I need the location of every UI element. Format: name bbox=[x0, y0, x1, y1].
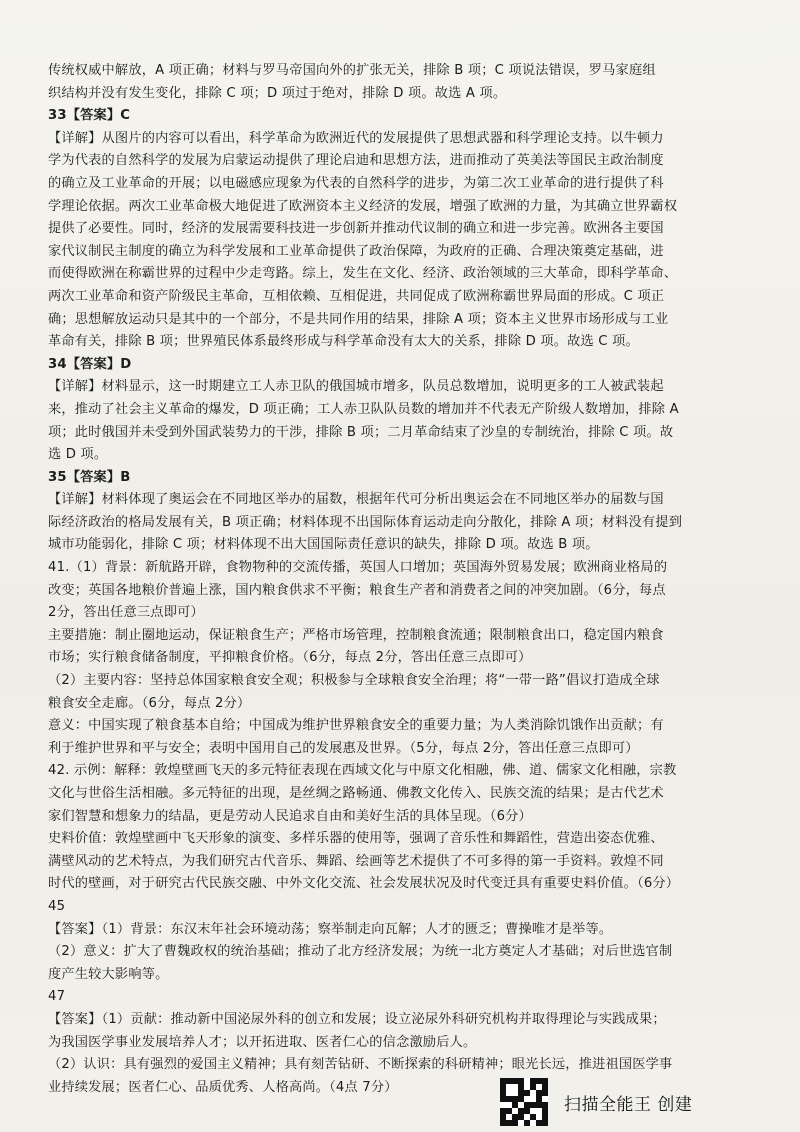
text-line: 学理论依据。两次工业革命极大地促进了欧洲资本主义经济的发展，增强了欧洲的力量，为其确立世界霸权 bbox=[48, 198, 678, 214]
text-line: 45 bbox=[48, 898, 66, 914]
text-line: 【答案】（1）贡献：推动新中国泌尿外科的创立和发展；设立泌尿外科研究机构并取得理论与实践成果； bbox=[48, 1011, 666, 1027]
text-line: 34【答案】D bbox=[48, 356, 132, 372]
text-line: 33【答案】C bbox=[48, 108, 131, 124]
text-line: 满壁风动的艺术特点，为我们研究古代音乐、舞蹈、绘画等艺术提供了不可多得的第一手资料。敦煌不同 bbox=[48, 853, 664, 869]
text-line: 【详解】材料体现了奥运会在不同地区举办的届数，根据年代可分析出奥运会在不同地区举办的届数与国 bbox=[48, 492, 664, 508]
text-line: 粮食安全走廊。（6分，每点 2分） bbox=[48, 695, 251, 711]
text-line: 际经济政治的格局发展有关，B 项正确；材料体现不出国际体育运动走向分散化，排除 A 项；材料没有提到 bbox=[48, 514, 683, 530]
text-line: （2）意义：扩大了曹魏政权的统治基础；推动了北方经济发展；为统一北方奠定人才基础；对后世选官制 bbox=[48, 944, 673, 960]
text-line: 度产生较大影响等。 bbox=[48, 966, 169, 982]
answer-text-body bbox=[48, 60, 768, 1099]
text-line: 业持续发展；医者仁心、品质优秀、人格高尚。（4点 7分） bbox=[48, 1079, 398, 1095]
text-line: 2分，答出任意三点即可） bbox=[48, 605, 204, 621]
text-line: 而使得欧洲在称霸世界的过程中少走弯路。综上，发生在文化、经济、政治领域的三大革命，即科学革命、 bbox=[48, 266, 678, 282]
text-line: 来，推动了社会主义革命的爆发，D 项正确；工人赤卫队队员数的增加并不代表无产阶级人数增加，排除 A bbox=[48, 401, 679, 417]
text-line: 42. 示例：解释：敦煌壁画飞天的多元特征表现在西域文化与中原文化相融，佛、道、儒家文化相融，宗教 bbox=[48, 763, 677, 779]
text-line: 织结构并没有发生变化，排除 C 项；D 项过于绝对，排除 D 项。故选 A 项。 bbox=[48, 85, 507, 101]
text-line: 的确立及工业革命的开展；以电磁感应现象为代表的自然科学的进步，为第二次工业革命的进行提供了科 bbox=[48, 175, 664, 191]
text-line: 文化与世俗生活相融。多元特征的出现，是丝绸之路畅通、佛教文化传入、民族交流的结果；是古代艺术 bbox=[48, 786, 664, 801]
text-line: 学为代表的自然科学的发展为启蒙运动提供了理论启迪和思想方法，进而推动了英美法等国民主政治制度 bbox=[48, 153, 664, 169]
text-line: 家们智慧和想象力的结晶，更是劳动人民追求自由和美好生活的具体呈现。（6分） bbox=[48, 808, 532, 824]
text-line: 选 D 项。 bbox=[48, 447, 108, 463]
text-line: 两次工业革命和资产阶级民主革命，互相依赖、互相促进，共同促成了欧洲称霸世界局面的形成。C 项正 bbox=[48, 288, 665, 304]
text-line: 为我国医学事业发展培养人才；以开拓进取、医者仁心的信念激励后人。 bbox=[48, 1034, 477, 1050]
text-line: 利于维护世界和平与安全；表明中国用自己的发展惠及世界。（5分，每点 2分，答出任意三点即可） bbox=[48, 740, 639, 756]
text-line: 改变；英国各地粮价普遍上涨，国内粮食供求不平衡；粮食生产者和消费者之间的冲突加剧。（6分，每点 bbox=[48, 582, 666, 598]
text-line: 47 bbox=[48, 989, 66, 1005]
text-line: 确；思想解放运动只是其中的一个部分，不是共同作用的结果，排除 A 项；资本主义世界市场形成与工业 bbox=[48, 311, 669, 327]
text-line: 41.（1）背景：新航路开辟，食物物种的交流传播，英国人口增加；英国海外贸易发展；欧洲商业格局的 bbox=[48, 560, 668, 576]
text-line: 【详解】材料显示，这一时期建立工人赤卫队的俄国城市增多，队员总数增加，说明更多的工人被武装起 bbox=[48, 379, 664, 395]
scanner-label: 扫描全能王 创建 bbox=[564, 1094, 693, 1115]
text-line: 城市功能弱化，排除 C 项；材料体现不出大国国际责任意识的缺失，排除 D 项。故选 B 项。 bbox=[48, 537, 599, 553]
text-line: 革命有关，排除 B 项；世界殖民体系最终形成与科学革命没有太大的关系，排除 D 项。故选 C 项。 bbox=[48, 334, 639, 350]
text-line: 时代的壁画，对于研究古代民族交融、中外文化交流、社会发展状况及时代变迁具有重要史料价值。（6分） bbox=[48, 876, 680, 892]
text-line: 【详解】从图片的内容可以看出，科学革命为欧洲近代的发展提供了思想武器和科学理论支持。以牛顿力 bbox=[48, 130, 664, 146]
text-line: 项；此时俄国并未受到外国武装势力的干涉，排除 B 项；二月革命结束了沙皇的专制统治，排除 C 项。故 bbox=[48, 424, 674, 440]
text-line: （2）认识：具有强烈的爱国主义精神；具有刻苦钻研、不断探索的科研精神；眼光长远，推进祖国医学事 bbox=[48, 1057, 673, 1073]
text-line: （2）主要内容：坚持总体国家粮食安全观；积极参与全球粮食安全治理；将“一带一路”倡议打造成全球 bbox=[48, 673, 660, 689]
qr-code-icon bbox=[500, 1078, 548, 1126]
text-line: 提供了必要性。同时，经济的发展需要科技进一步创新并推动代议制的确立和进一步完善。欧洲各主要国 bbox=[48, 221, 664, 237]
text-line: 主要措施：制止圈地运动，保证粮食生产；严格市场管理，控制粮食流通；限制粮食出口，稳定国内粮食 bbox=[48, 627, 664, 643]
text-line: 史料价值：敦煌壁画中飞天形象的演变、多样乐器的使用等，强调了音乐性和舞蹈性，营造出姿态优雅、 bbox=[48, 831, 664, 847]
text-line: 传统权威中解放，A 项正确；材料与罗马帝国向外的扩张无关，排除 B 项；C 项说法错误，罗马家庭组 bbox=[48, 63, 656, 78]
text-line: 家代议制民主制度的确立为科学发展和工业革命提供了政治保障，为政府的正确、合理决策奠定基础，进 bbox=[48, 243, 664, 259]
scanner-watermark bbox=[500, 1074, 780, 1130]
text-line: 35【答案】B bbox=[48, 469, 131, 485]
text-line: 市场；实行粮食储备制度，平抑粮食价格。（6分，每点 2分，答出任意三点即可） bbox=[48, 650, 532, 666]
text-line: 【答案】（1）背景：东汉末年社会环境动荡；察举制走向瓦解；人才的匮乏；曹操唯才是举等。 bbox=[48, 921, 613, 937]
text-line: 意义：中国实现了粮食基本自给；中国成为维护世界粮食安全的重要力量；为人类消除饥饿作出贡献；有 bbox=[48, 718, 664, 734]
